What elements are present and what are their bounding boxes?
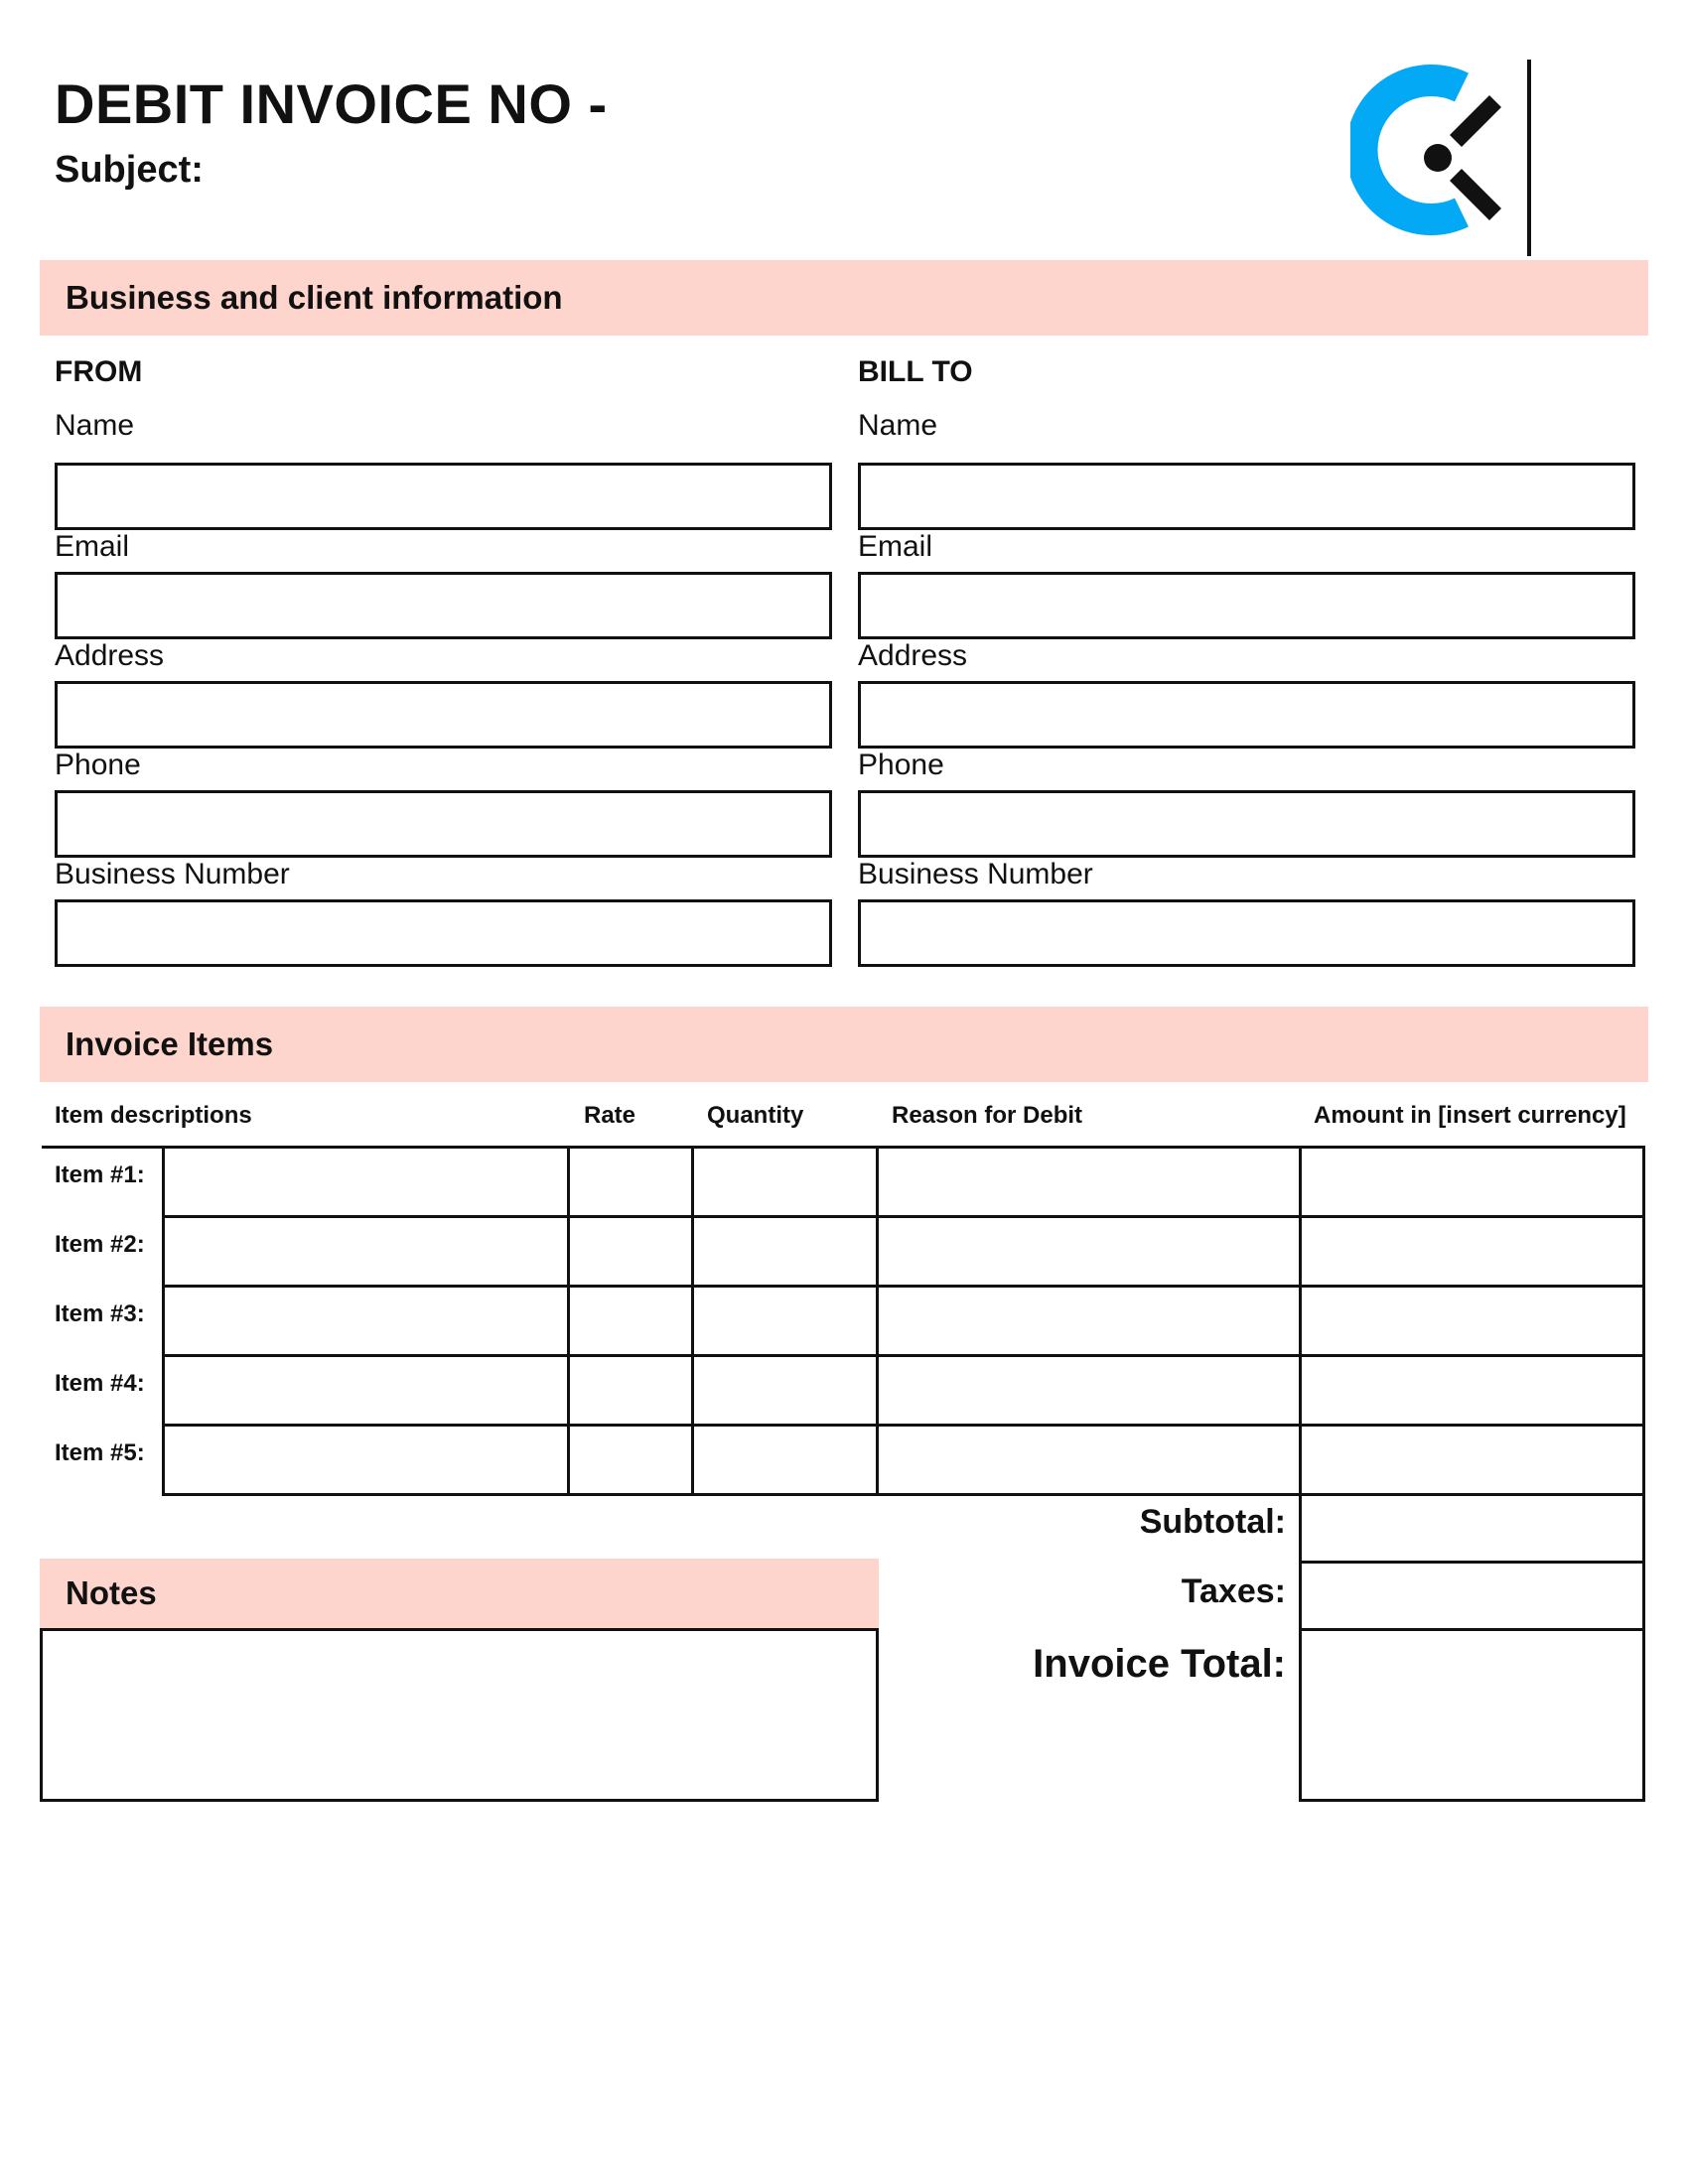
invoice-items-title: Invoice Items <box>66 1025 274 1062</box>
col-header-quantity: Quantity <box>707 1102 804 1129</box>
business-info-title: Business and client information <box>66 279 563 316</box>
bill-to-phone-field[interactable] <box>858 790 1635 858</box>
item-1-amount-cell[interactable] <box>1302 1149 1642 1215</box>
bill-to-heading: BILL TO <box>858 355 973 388</box>
invoice-items-section-header <box>40 1007 1648 1082</box>
from-business-number-label: Business Number <box>55 858 290 890</box>
table-row-divider <box>162 1354 1645 1357</box>
from-email-field[interactable] <box>55 572 832 639</box>
table-row-divider <box>162 1424 1645 1427</box>
subject-label: Subject: <box>55 149 204 191</box>
col-header-rate: Rate <box>584 1102 636 1129</box>
invoice-total-field[interactable] <box>1299 1628 1645 1802</box>
col-header-item-descriptions: Item descriptions <box>55 1102 252 1129</box>
item-1-description-cell[interactable] <box>165 1149 567 1215</box>
item-row-label: Item #3: <box>55 1300 145 1327</box>
bill-to-business-number-label: Business Number <box>858 858 1093 890</box>
table-row-divider <box>162 1215 1645 1218</box>
subtotal-field[interactable] <box>1299 1493 1645 1564</box>
business-info-section-header <box>40 260 1648 336</box>
table-column-divider <box>876 1146 879 1496</box>
table-column-divider <box>691 1146 694 1496</box>
notes-section-header <box>40 1559 879 1628</box>
bill-to-email-label: Email <box>858 530 933 563</box>
invoice-title: DEBIT INVOICE NO - <box>55 72 608 135</box>
bill-to-business-number-field[interactable] <box>858 899 1635 967</box>
from-phone-label: Phone <box>55 749 141 781</box>
table-right-border <box>1642 1146 1645 1496</box>
from-email-label: Email <box>55 530 130 563</box>
notes-title: Notes <box>66 1574 157 1611</box>
clockify-logo-icon <box>1350 60 1569 258</box>
from-name-label: Name <box>55 409 135 442</box>
item-row-label: Item #4: <box>55 1370 145 1397</box>
bill-to-name-field[interactable] <box>858 463 1635 530</box>
bill-to-name-label: Name <box>858 409 938 442</box>
item-row-label: Item #5: <box>55 1439 145 1466</box>
item-row-label: Item #2: <box>55 1231 145 1258</box>
taxes-label: Taxes: <box>1181 1572 1286 1610</box>
bill-to-phone-label: Phone <box>858 749 944 781</box>
bill-to-address-label: Address <box>858 639 968 672</box>
from-name-field[interactable] <box>55 463 832 530</box>
col-header-amount: Amount in [insert currency] <box>1314 1102 1626 1129</box>
bill-to-email-field[interactable] <box>858 572 1635 639</box>
col-header-reason-for-debit: Reason for Debit <box>892 1102 1083 1129</box>
from-address-label: Address <box>55 639 165 672</box>
subtotal-label: Subtotal: <box>1139 1503 1286 1541</box>
from-phone-field[interactable] <box>55 790 832 858</box>
bill-to-address-field[interactable] <box>858 681 1635 749</box>
from-business-number-field[interactable] <box>55 899 832 967</box>
notes-field[interactable] <box>40 1628 879 1802</box>
table-column-divider <box>567 1146 570 1496</box>
from-heading: FROM <box>55 355 143 388</box>
table-row-divider <box>162 1285 1645 1288</box>
from-address-field[interactable] <box>55 681 832 749</box>
taxes-field[interactable] <box>1299 1561 1645 1631</box>
invoice-total-label: Invoice Total: <box>1033 1642 1286 1686</box>
item-row-label: Item #1: <box>55 1161 145 1188</box>
